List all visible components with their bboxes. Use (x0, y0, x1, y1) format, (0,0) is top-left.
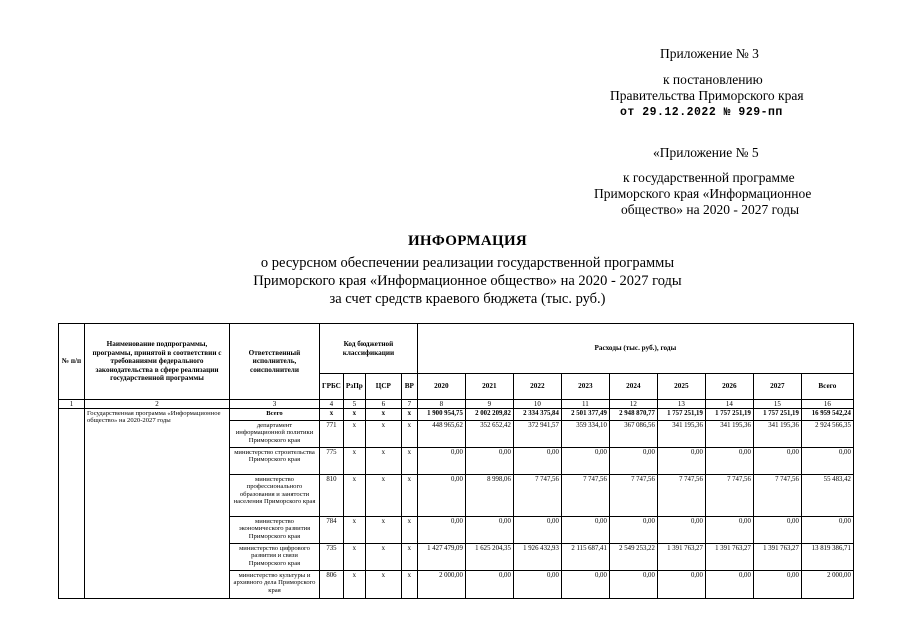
grbs-cell: 771 (320, 421, 344, 448)
value-2023-cell: 0,00 (561, 571, 609, 599)
value-total-cell: 55 483,42 (801, 475, 853, 517)
header-year-2020: 2020 (417, 374, 465, 400)
header-num: № п/п (59, 324, 85, 400)
value-total-cell: 2 000,00 (801, 571, 853, 599)
header-total: Всего (801, 374, 853, 400)
col-number: 1 (59, 400, 85, 409)
resource-table (58, 323, 854, 599)
header-name: Наименование подпрограммы, программы, принятой в соответствии с требованиями федерального законодательства в сфере реализации государственной программы (85, 324, 230, 400)
title-line3: за счет средств краевого бюджета (тыс. руб.) (329, 291, 606, 307)
vr-cell: x (401, 571, 417, 599)
header-executor: Ответственный исполнитель, соисполнители (230, 324, 320, 400)
grbs-cell: x (320, 409, 344, 421)
appendix-3-label: Приложение № 3 (660, 46, 759, 61)
value-2024-cell: 2 549 253,22 (609, 544, 657, 571)
value-2025-cell: 1 757 251,19 (657, 409, 705, 421)
value-2023-cell: 2 501 377,49 (561, 409, 609, 421)
col-number: 12 (609, 400, 657, 409)
value-2027-cell: 0,00 (753, 571, 801, 599)
appendix-5-label: «Приложение № 5 (653, 145, 759, 160)
col-number: 4 (320, 400, 344, 409)
header-expenses: Расходы (тыс. руб.), годы (417, 324, 853, 374)
header-rzpr: РзПр (343, 374, 365, 400)
csr-cell: x (365, 517, 401, 544)
csr-cell: x (365, 544, 401, 571)
value-2024-cell: 367 086,56 (609, 421, 657, 448)
table-row (59, 409, 854, 421)
to-program-label: к государственной программе (623, 170, 795, 185)
program-name-line2: общество» на 2020 - 2027 годы (621, 202, 800, 217)
row-number-cell (59, 409, 85, 599)
csr-cell: x (365, 421, 401, 448)
value-2025-cell: 1 391 763,27 (657, 544, 705, 571)
col-number: 6 (365, 400, 401, 409)
header-year-2021: 2021 (465, 374, 513, 400)
executor-cell: Всего (230, 409, 320, 421)
value-2027-cell: 1 757 251,19 (753, 409, 801, 421)
grbs-cell: 735 (320, 544, 344, 571)
rzpr-cell: x (343, 544, 365, 571)
grbs-cell: 810 (320, 475, 344, 517)
value-2025-cell: 7 747,56 (657, 475, 705, 517)
grbs-cell: 784 (320, 517, 344, 544)
resolution-date: от 29.12.2022 № 929-пп (620, 106, 783, 119)
value-2020-cell: 2 000,00 (417, 571, 465, 599)
value-2022-cell: 7 747,56 (513, 475, 561, 517)
value-2026-cell: 1 391 763,27 (705, 544, 753, 571)
value-2020-cell: 448 965,62 (417, 421, 465, 448)
header-year-2026: 2026 (705, 374, 753, 400)
value-2026-cell: 7 747,56 (705, 475, 753, 517)
header-year-2023: 2023 (561, 374, 609, 400)
csr-cell: x (365, 409, 401, 421)
value-2024-cell: 2 948 870,77 (609, 409, 657, 421)
value-2021-cell: 2 002 209,82 (465, 409, 513, 421)
rzpr-cell: x (343, 421, 365, 448)
value-2020-cell: 1 900 954,75 (417, 409, 465, 421)
value-2027-cell: 1 391 763,27 (753, 544, 801, 571)
executor-cell: министерство цифрового развития и связи Приморского края (230, 544, 320, 571)
value-2022-cell: 1 926 432,93 (513, 544, 561, 571)
value-2027-cell: 0,00 (753, 517, 801, 544)
value-total-cell: 0,00 (801, 448, 853, 475)
executor-cell: департамент информационной политики Приморского края (230, 421, 320, 448)
value-2023-cell: 2 115 687,41 (561, 544, 609, 571)
header-year-2024: 2024 (609, 374, 657, 400)
value-2021-cell: 8 998,06 (465, 475, 513, 517)
value-2026-cell: 1 757 251,19 (705, 409, 753, 421)
value-2027-cell: 7 747,56 (753, 475, 801, 517)
grbs-cell: 806 (320, 571, 344, 599)
vr-cell: x (401, 409, 417, 421)
rzpr-cell: x (343, 409, 365, 421)
title-line2: Приморского края «Информационное общество» на 2020 - 2027 годы (253, 273, 682, 289)
program-name-cell: Государственная программа «Информационное общество» на 2020-2027 годы (85, 409, 230, 599)
vr-cell: x (401, 517, 417, 544)
value-2021-cell: 0,00 (465, 517, 513, 544)
value-2027-cell: 341 195,36 (753, 421, 801, 448)
value-2020-cell: 0,00 (417, 475, 465, 517)
col-number: 11 (561, 400, 609, 409)
value-2024-cell: 7 747,56 (609, 475, 657, 517)
value-2025-cell: 0,00 (657, 571, 705, 599)
col-number: 3 (230, 400, 320, 409)
value-2024-cell: 0,00 (609, 571, 657, 599)
value-2023-cell: 0,00 (561, 517, 609, 544)
vr-cell: x (401, 421, 417, 448)
column-number-row (59, 400, 854, 409)
value-2022-cell: 0,00 (513, 571, 561, 599)
header-year-2027: 2027 (753, 374, 801, 400)
value-2025-cell: 0,00 (657, 448, 705, 475)
value-total-cell: 13 819 386,71 (801, 544, 853, 571)
rzpr-cell: x (343, 571, 365, 599)
value-2022-cell: 2 334 375,84 (513, 409, 561, 421)
header-budget-code: Код бюджетной классификации (320, 324, 418, 374)
value-2021-cell: 0,00 (465, 571, 513, 599)
header-csr: ЦСР (365, 374, 401, 400)
col-number: 16 (801, 400, 853, 409)
header-grbs: ГРБС (320, 374, 344, 400)
program-name-line1: Приморского края «Информационное (594, 186, 812, 201)
executor-cell: министерство строительства Приморского края (230, 448, 320, 475)
value-2023-cell: 359 334,10 (561, 421, 609, 448)
csr-cell: x (365, 571, 401, 599)
value-2022-cell: 0,00 (513, 517, 561, 544)
value-2020-cell: 0,00 (417, 517, 465, 544)
value-2021-cell: 352 652,42 (465, 421, 513, 448)
value-2025-cell: 341 195,36 (657, 421, 705, 448)
col-number: 15 (753, 400, 801, 409)
value-2022-cell: 0,00 (513, 448, 561, 475)
executor-cell: министерство экономического развития Приморского края (230, 517, 320, 544)
value-2022-cell: 372 941,57 (513, 421, 561, 448)
value-2021-cell: 0,00 (465, 448, 513, 475)
value-2020-cell: 1 427 479,09 (417, 544, 465, 571)
value-2023-cell: 7 747,56 (561, 475, 609, 517)
value-2024-cell: 0,00 (609, 448, 657, 475)
header-vr: ВР (401, 374, 417, 400)
col-number: 14 (705, 400, 753, 409)
executor-cell: министерство профессионального образования и занятости населения Приморского края (230, 475, 320, 517)
col-number: 5 (343, 400, 365, 409)
vr-cell: x (401, 544, 417, 571)
vr-cell: x (401, 475, 417, 517)
header-year-2022: 2022 (513, 374, 561, 400)
col-number: 9 (465, 400, 513, 409)
value-2024-cell: 0,00 (609, 517, 657, 544)
value-2026-cell: 0,00 (705, 448, 753, 475)
value-total-cell: 2 924 566,35 (801, 421, 853, 448)
value-2025-cell: 0,00 (657, 517, 705, 544)
value-2021-cell: 1 625 204,35 (465, 544, 513, 571)
col-number: 8 (417, 400, 465, 409)
vr-cell: x (401, 448, 417, 475)
value-2023-cell: 0,00 (561, 448, 609, 475)
value-2020-cell: 0,00 (417, 448, 465, 475)
csr-cell: x (365, 448, 401, 475)
value-total-cell: 0,00 (801, 517, 853, 544)
rzpr-cell: x (343, 517, 365, 544)
col-number: 7 (401, 400, 417, 409)
value-total-cell: 16 959 542,24 (801, 409, 853, 421)
col-number: 10 (513, 400, 561, 409)
document-title: ИНФОРМАЦИЯ (407, 233, 528, 249)
grbs-cell: 775 (320, 448, 344, 475)
value-2026-cell: 0,00 (705, 517, 753, 544)
value-2027-cell: 0,00 (753, 448, 801, 475)
rzpr-cell: x (343, 448, 365, 475)
rzpr-cell: x (343, 475, 365, 517)
col-number: 13 (657, 400, 705, 409)
value-2026-cell: 341 195,36 (705, 421, 753, 448)
header-year-2025: 2025 (657, 374, 705, 400)
title-line1: о ресурсном обеспечении реализации государственной программы (260, 255, 675, 271)
csr-cell: x (365, 475, 401, 517)
to-resolution-label: к постановлению (663, 72, 763, 87)
value-2026-cell: 0,00 (705, 571, 753, 599)
executor-cell: министерство культуры и архивного дела Приморского края (230, 571, 320, 599)
government-label: Правительства Приморского края (610, 88, 804, 103)
col-number: 2 (85, 400, 230, 409)
